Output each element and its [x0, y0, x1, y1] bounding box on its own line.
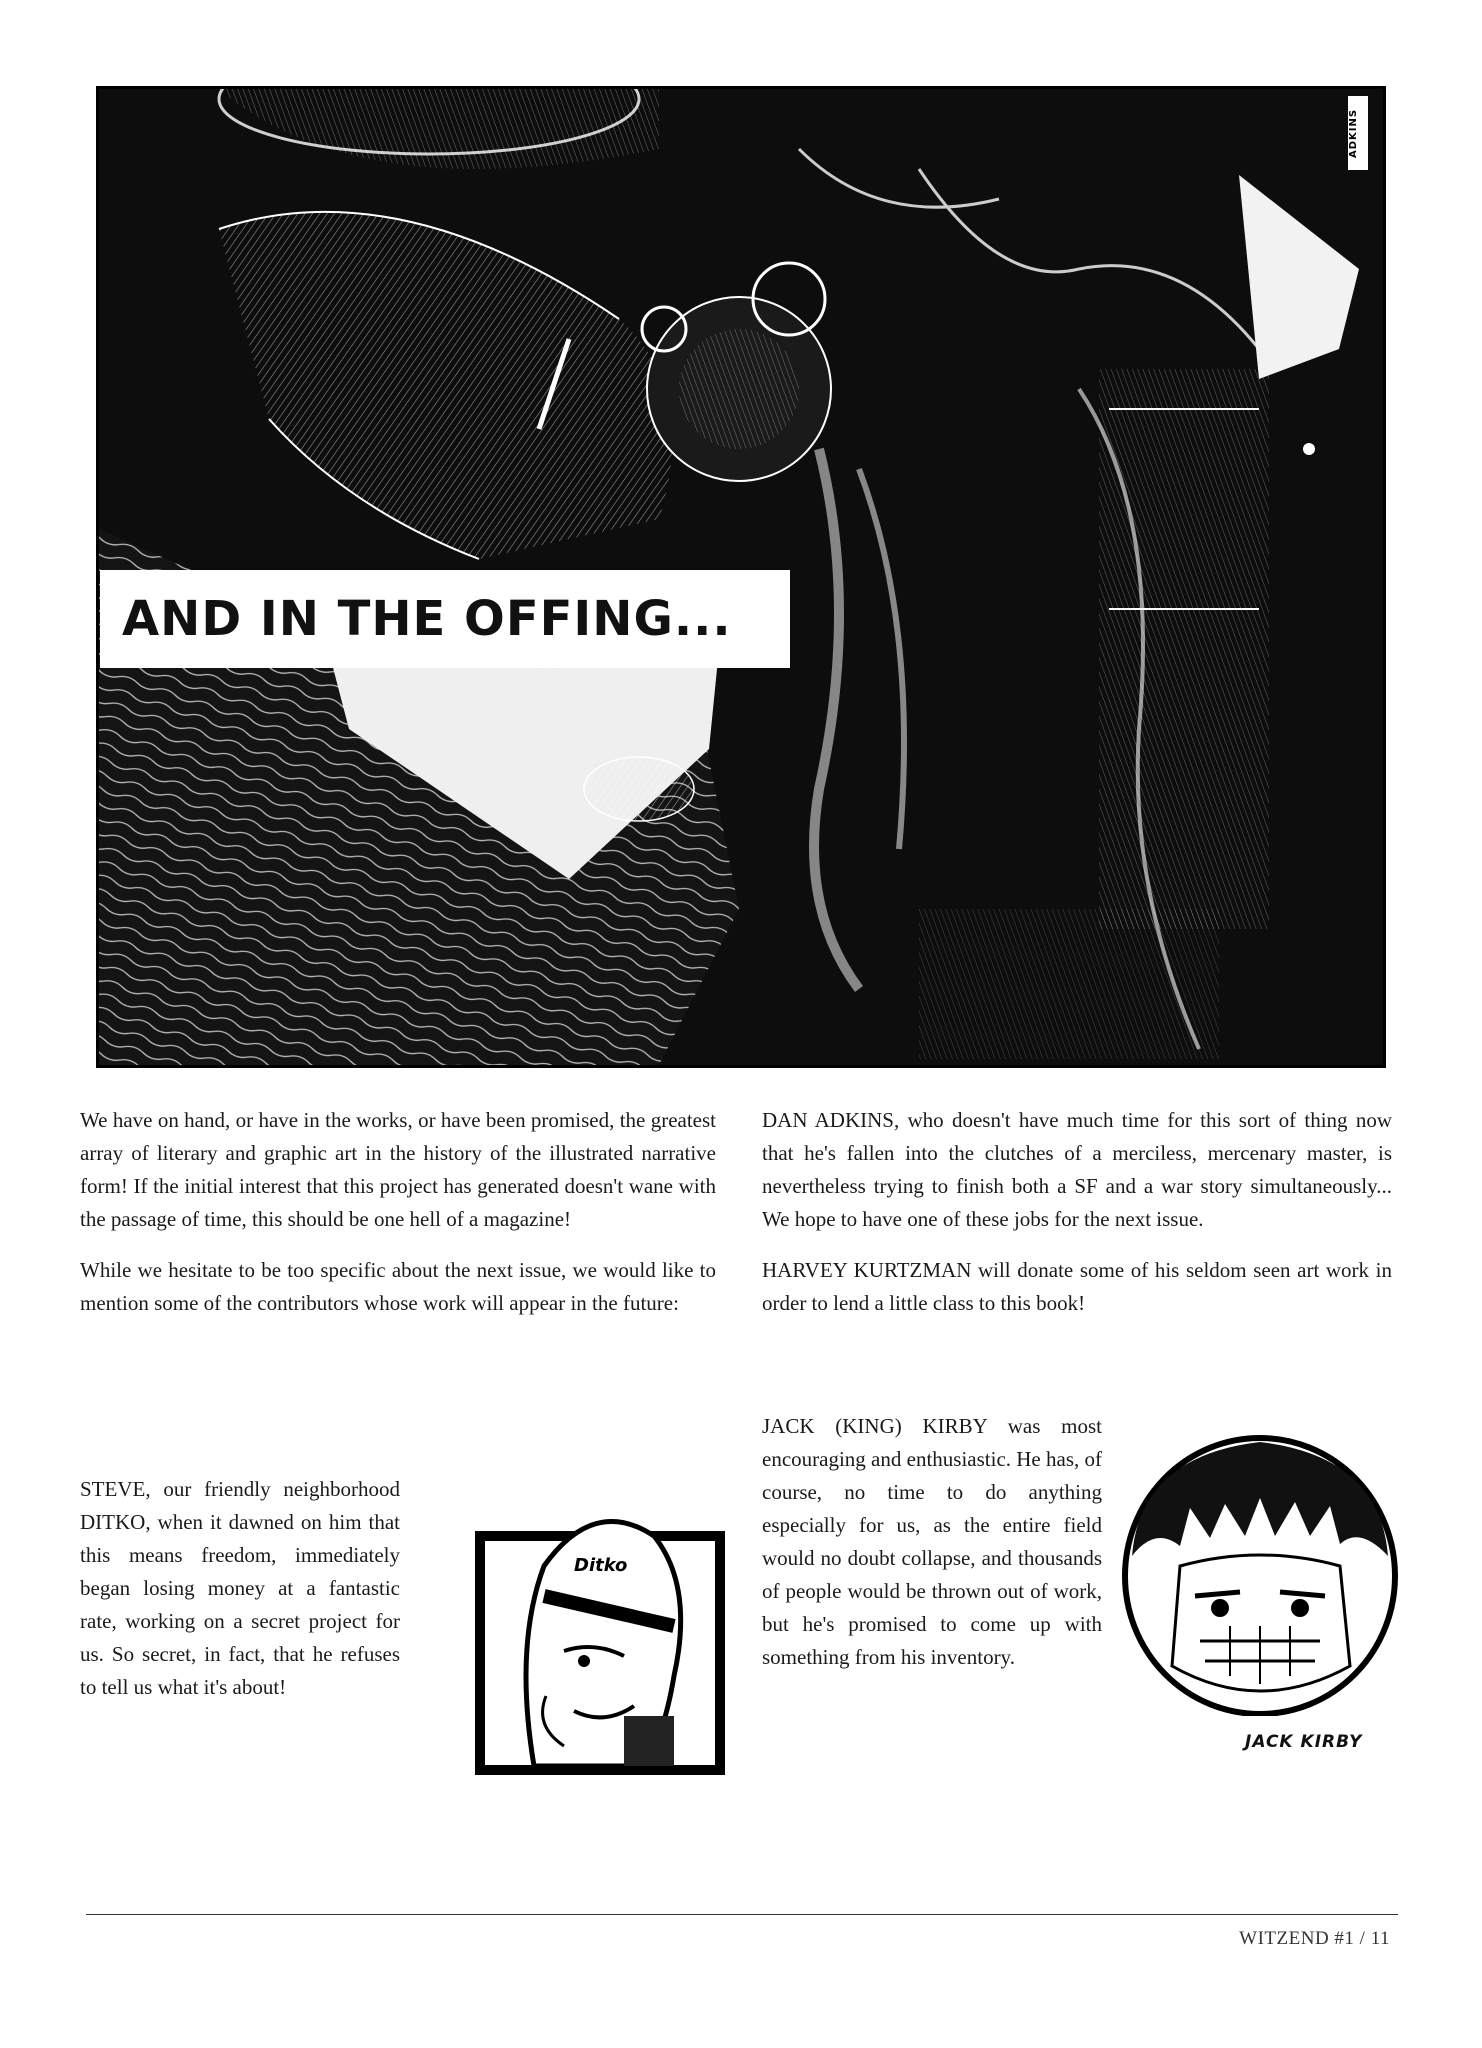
- footer-rule: [86, 1914, 1398, 1915]
- right-column: [762, 1104, 1392, 1338]
- ditko-caricature-label: Ditko: [574, 1555, 628, 1576]
- contributors-paragraph: While we hesitate to be too specific about the next issue, we would like to mention some of the contributors whose work will appear in the future:: [80, 1258, 716, 1315]
- page-folio: WITZEND #1 / 11: [1239, 1928, 1390, 1949]
- adkins-paragraph: DAN ADKINS, who doesn't have much time for this sort of thing now that he's fallen into the clutches of a merciless, mercenary master, is nevertheless trying to finish both a SF and a war story simultaneously... We hope to have one of these jobs for the next issue.: [762, 1108, 1392, 1231]
- ditko-caricature: [474, 1476, 729, 1778]
- page-headline: AND IN THE OFFING...: [100, 570, 790, 668]
- kirby-caricature: [1110, 1426, 1410, 1716]
- left-column: [80, 1104, 716, 1338]
- artist-signature: ADKINS: [1348, 96, 1368, 170]
- ditko-paragraph: STEVE, our friendly neighborhood DITKO, when it dawned on him that this means freedom, immediately began losing money at a fantastic rate, working on a secret project for us. So secret, in fact, that he refuses to tell us what it's about!: [80, 1477, 400, 1699]
- kirby-paragraph: JACK (KING) KIRBY was most encouraging and enthusiastic. He has, of course, no time to do anything especially for us, as the entire field would no doubt collapse, and thousands of people would be thrown out of work, but he's promised to come up with something from his inventory.: [762, 1414, 1102, 1669]
- kurtzman-paragraph: HARVEY KURTZMAN will donate some of his seldom seen art work in order to lend a little class to this book!: [762, 1258, 1392, 1315]
- kirby-signature: JACK KIRBY: [1245, 1732, 1363, 1752]
- intro-paragraph: We have on hand, or have in the works, or have been promised, the greatest array of literary and graphic art in the history of the illustrated narrative form! If the initial interest that this project has generated doesn't wane with the passage of time, this should be one hell of a magazine!: [80, 1108, 716, 1231]
